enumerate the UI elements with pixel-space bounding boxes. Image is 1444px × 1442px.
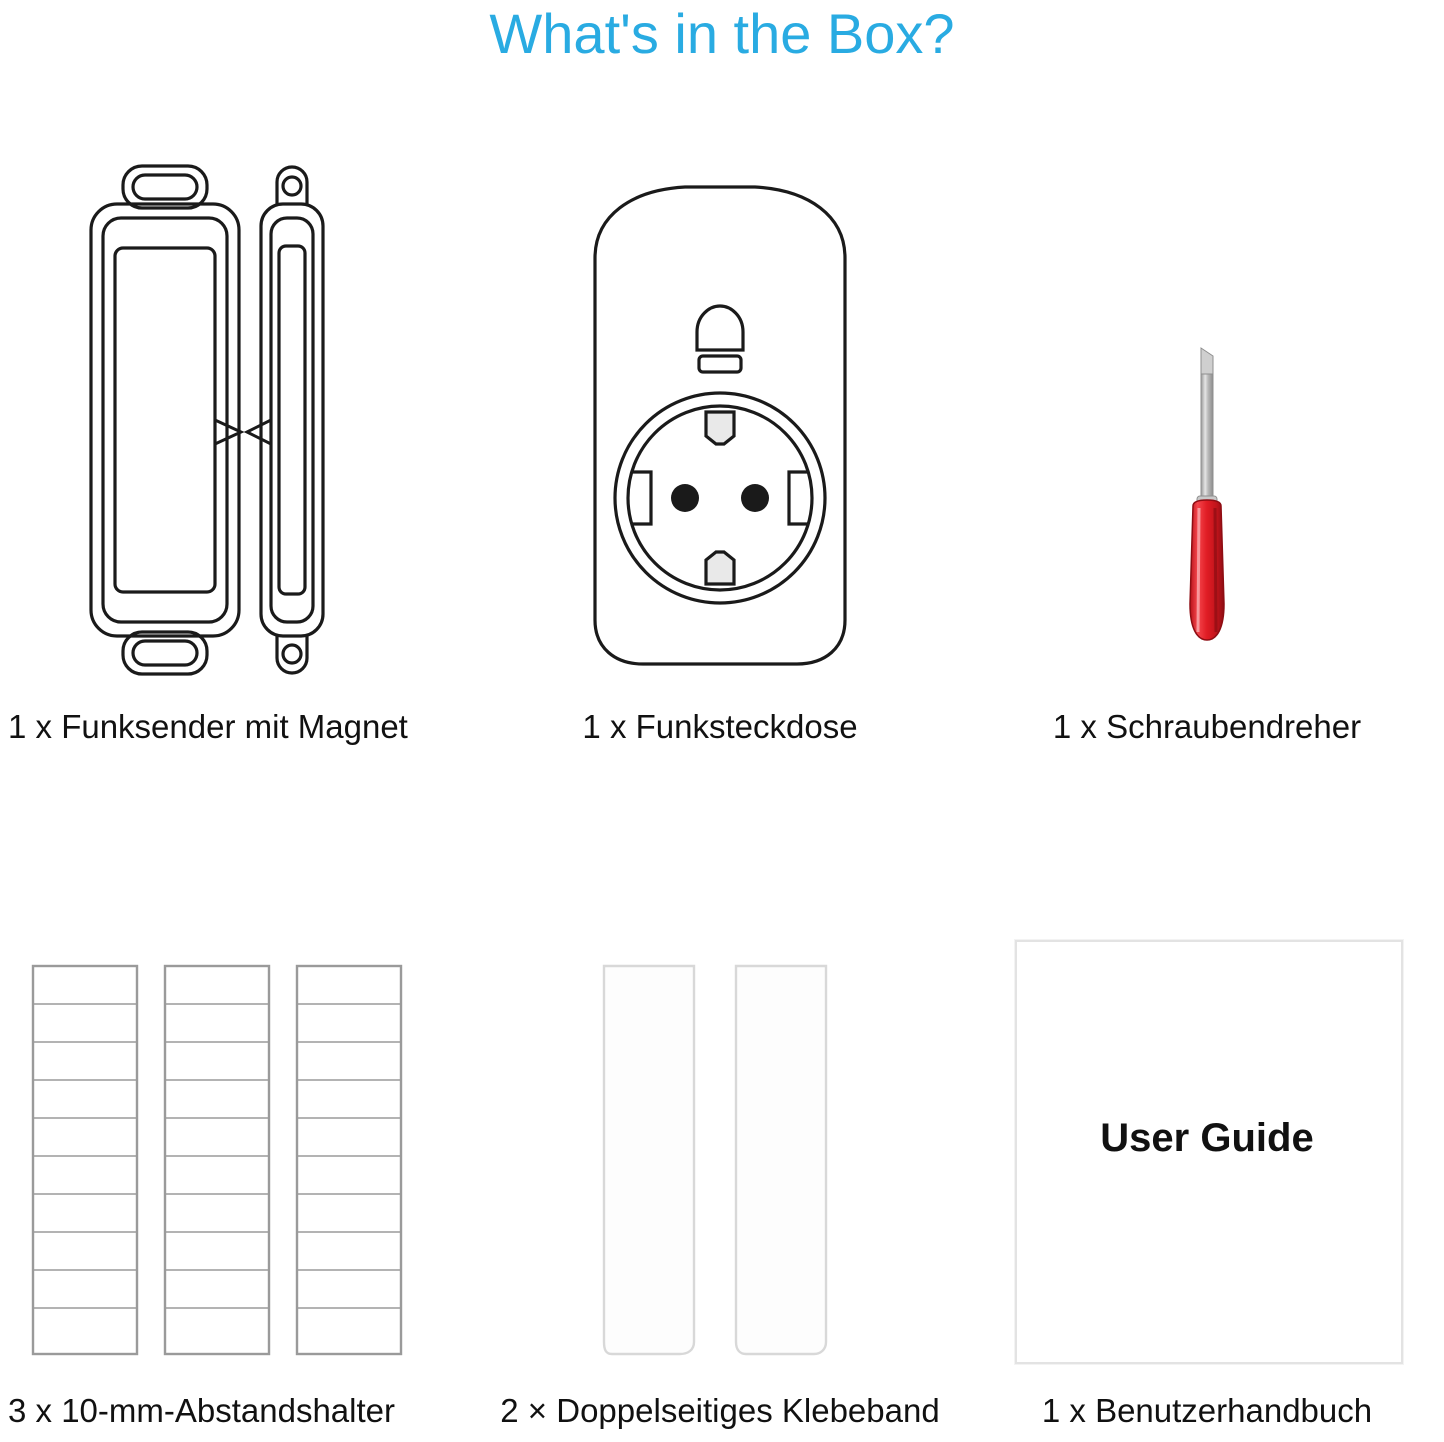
benutzerhandbuch-caption-wrap: [970, 1392, 1444, 1430]
item-funksteckdose: [470, 120, 970, 800]
klebeband-art: [470, 920, 970, 1360]
item-benutzerhandbuch: [970, 920, 1444, 1442]
page-title: What's in the Box?: [489, 2, 955, 65]
klebeband-caption-wrap: [470, 1392, 970, 1430]
spacer-strips-icon: [25, 960, 445, 1360]
klebeband-caption: 2 × Doppelseitiges Klebeband: [500, 1392, 940, 1429]
schraubendreher-caption: 1 x Schraubendreher: [1052, 708, 1362, 745]
abstandshalter-art: [0, 920, 470, 1360]
funksteckdose-caption-wrap: [470, 708, 970, 746]
abstandshalter-caption: 3 x 10-mm-Abstandshalter: [8, 1392, 395, 1429]
funksender-art: [0, 120, 470, 680]
abstandshalter-caption-wrap: [0, 1392, 478, 1430]
item-klebeband: [470, 920, 970, 1442]
benutzerhandbuch-art: [970, 920, 1444, 1360]
item-abstandshalter: [0, 920, 470, 1442]
double-sided-tape-icon: [590, 960, 850, 1360]
funksteckdose-art: [470, 120, 970, 680]
schraubendreher-caption-wrap: [970, 708, 1444, 746]
item-funksender: [0, 120, 470, 800]
benutzerhandbuch-caption: 1 x Benutzerhandbuch: [1041, 1392, 1373, 1429]
funksteckdose-caption: 1 x Funksteckdose: [582, 708, 858, 745]
door-window-sensor-with-magnet-icon: [65, 160, 405, 680]
funksender-caption-wrap: [0, 708, 478, 746]
funksender-caption: 1 x Funksender mit Magnet: [8, 708, 408, 745]
user-guide-cover-label: User Guide: [1100, 1116, 1314, 1160]
schraubendreher-art: [970, 120, 1444, 680]
item-schraubendreher: [970, 120, 1444, 800]
screwdriver-icon: [1147, 346, 1267, 666]
smart-plug-socket-icon: [575, 180, 865, 680]
items-grid: [0, 120, 1444, 1442]
